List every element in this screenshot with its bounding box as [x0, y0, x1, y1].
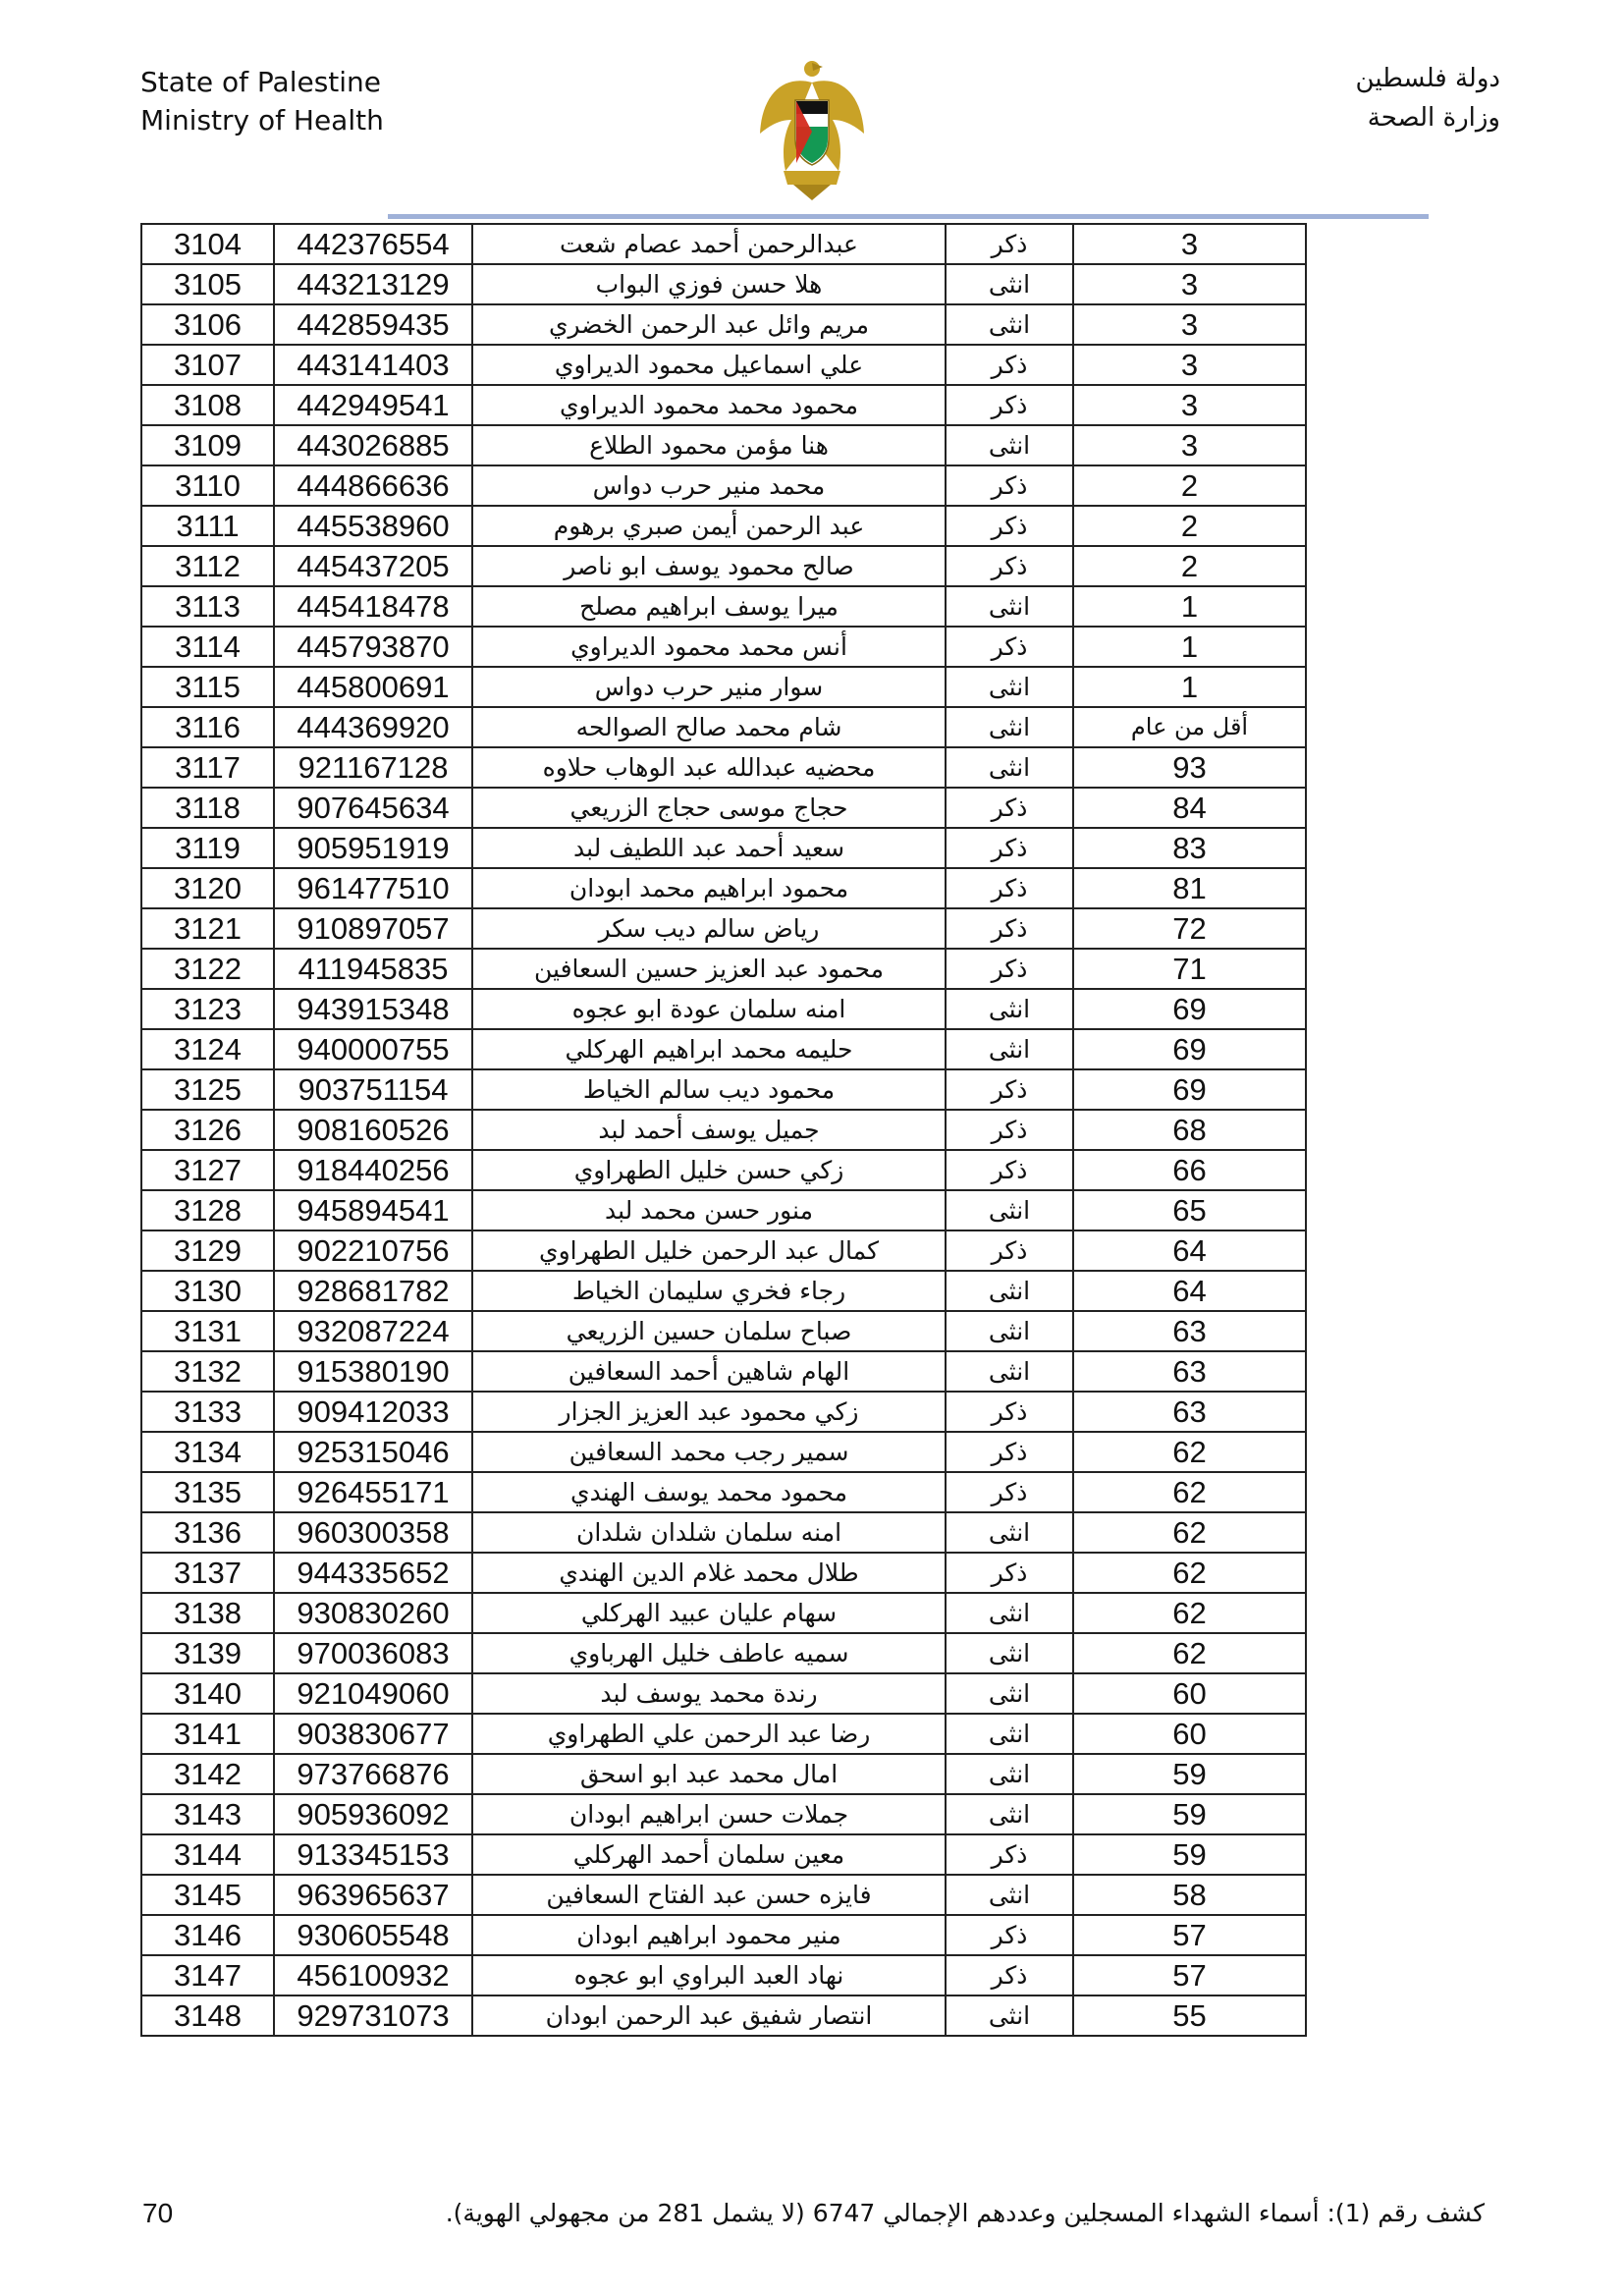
- row-gender: ذكر: [946, 627, 1073, 667]
- row-age: 3: [1073, 304, 1306, 345]
- table-row: [141, 1512, 1306, 1553]
- row-full-name: معين سلمان أحمد الهركلي: [472, 1834, 946, 1875]
- row-age: 2: [1073, 506, 1306, 546]
- table-row: [141, 546, 1306, 586]
- row-serial-number: 3134: [141, 1432, 274, 1472]
- row-id-number: 932087224: [274, 1311, 472, 1351]
- table-row: [141, 989, 1306, 1029]
- table-row: [141, 1633, 1306, 1673]
- row-full-name: هنا مؤمن محمود الطلاع: [472, 425, 946, 465]
- row-gender: انثى: [946, 1311, 1073, 1351]
- row-gender: انثى: [946, 1673, 1073, 1714]
- row-full-name: مريم وائل عبد الرحمن الخضري: [472, 304, 946, 345]
- row-id-number: 943915348: [274, 989, 472, 1029]
- table-row: [141, 1190, 1306, 1230]
- row-age: 65: [1073, 1190, 1306, 1230]
- row-full-name: محمود محمد محمود الديراوي: [472, 385, 946, 425]
- row-age: 68: [1073, 1110, 1306, 1150]
- row-age: 63: [1073, 1392, 1306, 1432]
- row-id-number: 913345153: [274, 1834, 472, 1875]
- row-serial-number: 3132: [141, 1351, 274, 1392]
- row-age: 63: [1073, 1351, 1306, 1392]
- row-age: 57: [1073, 1955, 1306, 1995]
- row-full-name: علي اسماعيل محمود الديراوي: [472, 345, 946, 385]
- row-gender: انثى: [946, 1512, 1073, 1553]
- row-serial-number: 3111: [141, 506, 274, 546]
- row-id-number: 921167128: [274, 747, 472, 788]
- row-id-number: 903751154: [274, 1069, 472, 1110]
- table-row: [141, 1029, 1306, 1069]
- row-serial-number: 3142: [141, 1754, 274, 1794]
- row-id-number: 940000755: [274, 1029, 472, 1069]
- row-id-number: 926455171: [274, 1472, 472, 1512]
- row-age: 59: [1073, 1794, 1306, 1834]
- row-age: 57: [1073, 1915, 1306, 1955]
- table-row: [141, 1995, 1306, 2036]
- row-serial-number: 3148: [141, 1995, 274, 2036]
- row-id-number: 930830260: [274, 1593, 472, 1633]
- row-full-name: رندة محمد يوسف لبد: [472, 1673, 946, 1714]
- row-gender: ذكر: [946, 1150, 1073, 1190]
- row-serial-number: 3108: [141, 385, 274, 425]
- row-serial-number: 3112: [141, 546, 274, 586]
- row-gender: ذكر: [946, 1472, 1073, 1512]
- row-id-number: 443141403: [274, 345, 472, 385]
- table-row: [141, 224, 1306, 264]
- header-ministry-name: Ministry of Health: [140, 104, 384, 137]
- table-row: [141, 949, 1306, 989]
- row-age: 2: [1073, 465, 1306, 506]
- row-id-number: 960300358: [274, 1512, 472, 1553]
- row-serial-number: 3127: [141, 1150, 274, 1190]
- palestine-eagle-emblem-icon: [754, 55, 870, 202]
- row-id-number: 903830677: [274, 1714, 472, 1754]
- row-gender: ذكر: [946, 1553, 1073, 1593]
- row-age: 62: [1073, 1512, 1306, 1553]
- row-id-number: 961477510: [274, 868, 472, 908]
- table-row: [141, 1834, 1306, 1875]
- row-full-name: محمد منير حرب دواس: [472, 465, 946, 506]
- row-full-name: رياض سالم ديب سكر: [472, 908, 946, 949]
- row-age: 3: [1073, 224, 1306, 264]
- table-row: [141, 345, 1306, 385]
- row-id-number: 963965637: [274, 1875, 472, 1915]
- row-serial-number: 3114: [141, 627, 274, 667]
- table-row: [141, 264, 1306, 304]
- row-age: 69: [1073, 989, 1306, 1029]
- row-full-name: صالح محمود يوسف ابو ناصر: [472, 546, 946, 586]
- row-full-name: جملات حسن ابراهيم ابودان: [472, 1794, 946, 1834]
- row-serial-number: 3118: [141, 788, 274, 828]
- table-row: [141, 1110, 1306, 1150]
- row-full-name: محمود محمد يوسف الهندي: [472, 1472, 946, 1512]
- row-serial-number: 3131: [141, 1311, 274, 1351]
- row-full-name: محضيه عبدالله عبد الوهاب حلاوه: [472, 747, 946, 788]
- row-age: 3: [1073, 345, 1306, 385]
- row-serial-number: 3135: [141, 1472, 274, 1512]
- table-row: [141, 1150, 1306, 1190]
- row-id-number: 456100932: [274, 1955, 472, 1995]
- row-id-number: 443026885: [274, 425, 472, 465]
- row-full-name: امنه سلمان عودة ابو عجوه: [472, 989, 946, 1029]
- row-gender: انثى: [946, 1190, 1073, 1230]
- row-age: 62: [1073, 1553, 1306, 1593]
- row-gender: ذكر: [946, 1230, 1073, 1271]
- table-row: [141, 385, 1306, 425]
- table-row: [141, 1915, 1306, 1955]
- row-full-name: نهاد العبد البراوي ابو عجوه: [472, 1955, 946, 1995]
- row-id-number: 910897057: [274, 908, 472, 949]
- row-serial-number: 3141: [141, 1714, 274, 1754]
- table-row: [141, 707, 1306, 747]
- table-row: [141, 868, 1306, 908]
- row-age: 62: [1073, 1432, 1306, 1472]
- table-row: [141, 627, 1306, 667]
- row-serial-number: 3125: [141, 1069, 274, 1110]
- row-full-name: محمود ابراهيم محمد ابودان: [472, 868, 946, 908]
- row-gender: انثى: [946, 1351, 1073, 1392]
- row-serial-number: 3123: [141, 989, 274, 1029]
- table-row: [141, 1955, 1306, 1995]
- row-age: 72: [1073, 908, 1306, 949]
- header-english: [140, 63, 384, 139]
- row-gender: انثى: [946, 1633, 1073, 1673]
- row-gender: انثى: [946, 1029, 1073, 1069]
- row-serial-number: 3105: [141, 264, 274, 304]
- row-id-number: 915380190: [274, 1351, 472, 1392]
- row-full-name: سميه عاطف خليل الهرباوي: [472, 1633, 946, 1673]
- row-full-name: رجاء فخري سليمان الخياط: [472, 1271, 946, 1311]
- table-row: [141, 1553, 1306, 1593]
- row-full-name: هلا حسن فوزي البواب: [472, 264, 946, 304]
- row-serial-number: 3107: [141, 345, 274, 385]
- row-age: 81: [1073, 868, 1306, 908]
- row-age: 64: [1073, 1230, 1306, 1271]
- row-full-name: محمود ديب سالم الخياط: [472, 1069, 946, 1110]
- row-age: 62: [1073, 1593, 1306, 1633]
- row-age: 1: [1073, 627, 1306, 667]
- table-row: [141, 1311, 1306, 1351]
- table-row: [141, 1069, 1306, 1110]
- row-age: 60: [1073, 1714, 1306, 1754]
- table-row: [141, 425, 1306, 465]
- table-row: [141, 747, 1306, 788]
- table-row: [141, 304, 1306, 345]
- row-serial-number: 3138: [141, 1593, 274, 1633]
- row-age: 71: [1073, 949, 1306, 989]
- row-gender: ذكر: [946, 506, 1073, 546]
- row-gender: انثى: [946, 707, 1073, 747]
- table-row: [141, 1472, 1306, 1512]
- row-full-name: حليمه محمد ابراهيم الهركلي: [472, 1029, 946, 1069]
- row-gender: ذكر: [946, 546, 1073, 586]
- table-row: [141, 1754, 1306, 1794]
- row-id-number: 921049060: [274, 1673, 472, 1714]
- row-serial-number: 3124: [141, 1029, 274, 1069]
- row-serial-number: 3113: [141, 586, 274, 627]
- row-gender: انثى: [946, 667, 1073, 707]
- row-age: 58: [1073, 1875, 1306, 1915]
- row-gender: ذكر: [946, 1955, 1073, 1995]
- row-id-number: 970036083: [274, 1633, 472, 1673]
- row-serial-number: 3121: [141, 908, 274, 949]
- row-full-name: طلال محمد غلام الدين الهندي: [472, 1553, 946, 1593]
- row-age: 62: [1073, 1633, 1306, 1673]
- row-serial-number: 3109: [141, 425, 274, 465]
- table-row: [141, 1230, 1306, 1271]
- row-serial-number: 3119: [141, 828, 274, 868]
- row-id-number: 905936092: [274, 1794, 472, 1834]
- row-serial-number: 3104: [141, 224, 274, 264]
- page-number: 70: [142, 2198, 174, 2228]
- row-age: 69: [1073, 1029, 1306, 1069]
- row-id-number: 442859435: [274, 304, 472, 345]
- row-serial-number: 3115: [141, 667, 274, 707]
- row-id-number: 445418478: [274, 586, 472, 627]
- row-gender: انثى: [946, 586, 1073, 627]
- row-id-number: 443213129: [274, 264, 472, 304]
- table-row: [141, 1271, 1306, 1311]
- table-row: [141, 1593, 1306, 1633]
- row-id-number: 902210756: [274, 1230, 472, 1271]
- row-serial-number: 3128: [141, 1190, 274, 1230]
- row-serial-number: 3106: [141, 304, 274, 345]
- row-serial-number: 3145: [141, 1875, 274, 1915]
- table-row: [141, 1794, 1306, 1834]
- row-gender: ذكر: [946, 224, 1073, 264]
- row-serial-number: 3139: [141, 1633, 274, 1673]
- row-full-name: سوار منير حرب دواس: [472, 667, 946, 707]
- row-gender: ذكر: [946, 1834, 1073, 1875]
- table-row: [141, 667, 1306, 707]
- row-full-name: زكي محمود عبد العزيز الجزار: [472, 1392, 946, 1432]
- row-full-name: انتصار شفيق عبد الرحمن ابودان: [472, 1995, 946, 2036]
- row-gender: ذكر: [946, 1069, 1073, 1110]
- row-id-number: 907645634: [274, 788, 472, 828]
- row-serial-number: 3117: [141, 747, 274, 788]
- row-age: 83: [1073, 828, 1306, 868]
- row-gender: انثى: [946, 304, 1073, 345]
- row-id-number: 442949541: [274, 385, 472, 425]
- row-id-number: 928681782: [274, 1271, 472, 1311]
- row-gender: ذكر: [946, 385, 1073, 425]
- row-full-name: شام محمد صالح الصوالحه: [472, 707, 946, 747]
- row-age: 59: [1073, 1754, 1306, 1794]
- row-id-number: 908160526: [274, 1110, 472, 1150]
- row-full-name: الهام شاهين أحمد السعافين: [472, 1351, 946, 1392]
- row-id-number: 444369920: [274, 707, 472, 747]
- header-divider: [388, 214, 1429, 219]
- row-age: 3: [1073, 264, 1306, 304]
- row-full-name: أنس محمد محمود الديراوي: [472, 627, 946, 667]
- row-serial-number: 3146: [141, 1915, 274, 1955]
- row-gender: ذكر: [946, 1392, 1073, 1432]
- row-id-number: 411945835: [274, 949, 472, 989]
- row-age: 2: [1073, 546, 1306, 586]
- row-full-name: عبد الرحمن أيمن صبري برهوم: [472, 506, 946, 546]
- row-age: 3: [1073, 425, 1306, 465]
- row-serial-number: 3120: [141, 868, 274, 908]
- row-gender: انثى: [946, 1754, 1073, 1794]
- row-gender: ذكر: [946, 788, 1073, 828]
- row-id-number: 442376554: [274, 224, 472, 264]
- row-gender: انثى: [946, 1794, 1073, 1834]
- table-row: [141, 1875, 1306, 1915]
- row-full-name: ميرا يوسف ابراهيم مصلح: [472, 586, 946, 627]
- table-row: [141, 586, 1306, 627]
- row-age: 55: [1073, 1995, 1306, 2036]
- row-full-name: امال محمد عبد ابو اسحق: [472, 1754, 946, 1794]
- table-row: [141, 1432, 1306, 1472]
- footer-note: كشف رقم (1): أسماء الشهداء المسجلين وعددهم الإجمالي 6747 (لا يشمل 281 من مجهولي الهوية).: [445, 2199, 1485, 2227]
- row-age: 63: [1073, 1311, 1306, 1351]
- row-serial-number: 3140: [141, 1673, 274, 1714]
- table-row: [141, 788, 1306, 828]
- row-gender: ذكر: [946, 345, 1073, 385]
- row-full-name: امنه سلمان شلدان شلدان: [472, 1512, 946, 1553]
- martyrs-table: [140, 223, 1307, 2037]
- row-gender: ذكر: [946, 908, 1073, 949]
- row-gender: انثى: [946, 1593, 1073, 1633]
- row-gender: انثى: [946, 989, 1073, 1029]
- row-serial-number: 3129: [141, 1230, 274, 1271]
- row-full-name: حجاج موسى حجاج الزريعي: [472, 788, 946, 828]
- row-full-name: كمال عبد الرحمن خليل الطهراوي: [472, 1230, 946, 1271]
- row-id-number: 909412033: [274, 1392, 472, 1432]
- row-gender: انثى: [946, 747, 1073, 788]
- row-gender: ذكر: [946, 949, 1073, 989]
- row-full-name: رضا عبد الرحمن علي الطهراوي: [472, 1714, 946, 1754]
- row-full-name: منور حسن محمد لبد: [472, 1190, 946, 1230]
- table-row: [141, 1673, 1306, 1714]
- table-row: [141, 465, 1306, 506]
- row-serial-number: 3143: [141, 1794, 274, 1834]
- row-full-name: عبدالرحمن أحمد عصام شعت: [472, 224, 946, 264]
- row-age: 3: [1073, 385, 1306, 425]
- table-row: [141, 506, 1306, 546]
- table-row: [141, 1714, 1306, 1754]
- row-id-number: 945894541: [274, 1190, 472, 1230]
- row-id-number: 444866636: [274, 465, 472, 506]
- row-gender: انثى: [946, 1271, 1073, 1311]
- row-age: 59: [1073, 1834, 1306, 1875]
- row-gender: ذكر: [946, 868, 1073, 908]
- table-row: [141, 1351, 1306, 1392]
- header-state-name: State of Palestine: [140, 66, 382, 98]
- row-full-name: سهام عليان عبيد الهركلي: [472, 1593, 946, 1633]
- row-id-number: 930605548: [274, 1915, 472, 1955]
- row-serial-number: 3136: [141, 1512, 274, 1553]
- row-full-name: منير محمود ابراهيم ابودان: [472, 1915, 946, 1955]
- row-full-name: صباح سلمان حسين الزريعي: [472, 1311, 946, 1351]
- row-gender: ذكر: [946, 1110, 1073, 1150]
- row-id-number: 445800691: [274, 667, 472, 707]
- row-id-number: 929731073: [274, 1995, 472, 2036]
- row-id-number: 445437205: [274, 546, 472, 586]
- row-age: 62: [1073, 1472, 1306, 1512]
- row-serial-number: 3147: [141, 1955, 274, 1995]
- row-full-name: زكي حسن خليل الطهراوي: [472, 1150, 946, 1190]
- row-id-number: 905951919: [274, 828, 472, 868]
- table-row: [141, 908, 1306, 949]
- row-full-name: جميل يوسف أحمد لبد: [472, 1110, 946, 1150]
- row-serial-number: 3133: [141, 1392, 274, 1432]
- row-age: 93: [1073, 747, 1306, 788]
- row-age: 84: [1073, 788, 1306, 828]
- row-gender: انثى: [946, 1875, 1073, 1915]
- row-age: 1: [1073, 667, 1306, 707]
- row-age: 1: [1073, 586, 1306, 627]
- row-id-number: 973766876: [274, 1754, 472, 1794]
- row-gender: انثى: [946, 425, 1073, 465]
- header-ministry-name-ar: وزارة الصحة: [1367, 103, 1500, 133]
- row-id-number: 445538960: [274, 506, 472, 546]
- row-serial-number: 3137: [141, 1553, 274, 1593]
- row-id-number: 925315046: [274, 1432, 472, 1472]
- row-serial-number: 3122: [141, 949, 274, 989]
- row-gender: ذكر: [946, 1915, 1073, 1955]
- row-gender: ذكر: [946, 1432, 1073, 1472]
- row-full-name: محمود عبد العزيز حسين السعافين: [472, 949, 946, 989]
- row-full-name: سعيد أحمد عبد اللطيف لبد: [472, 828, 946, 868]
- header-state-name-ar: دولة فلسطين: [1355, 64, 1500, 93]
- row-full-name: فايزه حسن عبد الفتاح السعافين: [472, 1875, 946, 1915]
- row-age: 66: [1073, 1150, 1306, 1190]
- row-full-name: سمير رجب محمد السعافين: [472, 1432, 946, 1472]
- row-age: أقل من عام: [1073, 707, 1306, 747]
- row-gender: ذكر: [946, 828, 1073, 868]
- row-serial-number: 3116: [141, 707, 274, 747]
- table-row: [141, 828, 1306, 868]
- row-gender: انثى: [946, 1995, 1073, 2036]
- row-id-number: 445793870: [274, 627, 472, 667]
- row-age: 69: [1073, 1069, 1306, 1110]
- row-id-number: 944335652: [274, 1553, 472, 1593]
- row-serial-number: 3126: [141, 1110, 274, 1150]
- row-gender: انثى: [946, 1714, 1073, 1754]
- row-serial-number: 3130: [141, 1271, 274, 1311]
- row-gender: انثى: [946, 264, 1073, 304]
- table-row: [141, 1392, 1306, 1432]
- row-serial-number: 3144: [141, 1834, 274, 1875]
- row-age: 60: [1073, 1673, 1306, 1714]
- row-gender: ذكر: [946, 465, 1073, 506]
- row-serial-number: 3110: [141, 465, 274, 506]
- row-age: 64: [1073, 1271, 1306, 1311]
- row-id-number: 918440256: [274, 1150, 472, 1190]
- header-arabic: [1356, 59, 1500, 137]
